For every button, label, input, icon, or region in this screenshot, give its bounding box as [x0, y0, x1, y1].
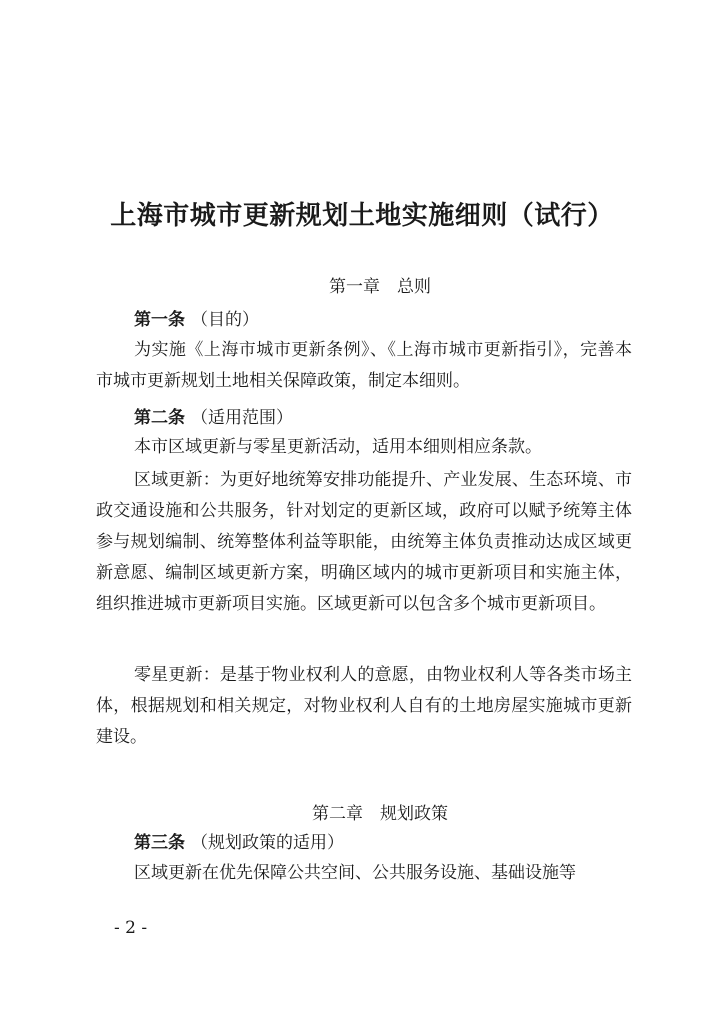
paragraph: 区域更新：为更好地统筹安排功能提升、产业发展、生态环境、市政交通设施和公共服务，针对划定的更新区域，政府可以赋予统筹主体参与规划编制、统筹整体利益等职能，由统筹主体负责推动达成区域更新意愿、编制区域更新方案，明确区域内的城市更新项目和实施主体，组织推进城市更新项目实施。区域更新可以包含多个城市更新项目。	[96, 470, 632, 614]
paragraph: 零星更新：是基于物业权利人的意愿，由物业权利人等各类市场主体，根据规划和相关规定，对物业权利人自有的土地房屋实施城市更新建设。	[96, 665, 632, 747]
article-subtitle: （目的）	[191, 310, 259, 330]
article-heading-3	[134, 831, 344, 855]
article-heading-1	[134, 308, 259, 332]
article-label: 第三条	[134, 833, 185, 853]
paragraph: 为实施《上海市城市更新条例》、《上海市城市更新指引》，完善本市城市更新规划土地相关保障政策，制定本细则。	[96, 340, 632, 391]
page-number: - 2 -	[114, 918, 148, 938]
article-subtitle: （适用范围）	[191, 408, 293, 428]
document-title: 上海市城市更新规划土地实施细则（试行）	[110, 201, 614, 231]
paragraph: 区域更新在优先保障公共空间、公共服务设施、基础设施等	[134, 863, 576, 883]
article-label: 第二条	[134, 408, 185, 428]
article-heading-2	[134, 406, 293, 430]
paragraph: 本市区域更新与零星更新活动，适用本细则相应条款。	[134, 437, 542, 457]
article-subtitle: （规划政策的适用）	[191, 833, 344, 853]
chapter-heading-2: 第二章 规划政策	[312, 804, 448, 824]
article-label: 第一条	[134, 310, 185, 330]
chapter-heading-1: 第一章 总则	[329, 277, 431, 297]
